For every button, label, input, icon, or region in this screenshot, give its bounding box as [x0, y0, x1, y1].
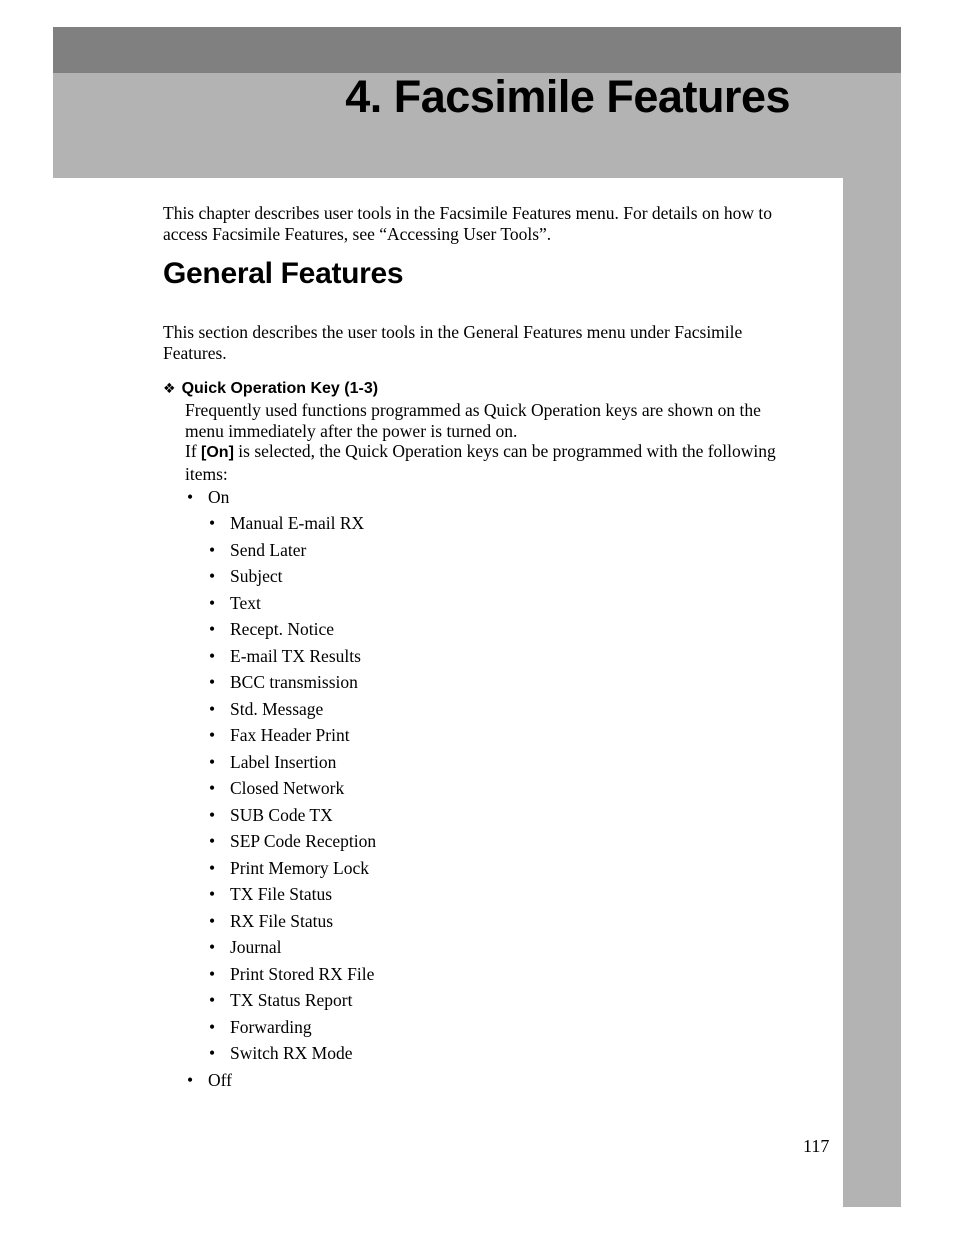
on-key-label: [On] — [201, 444, 234, 461]
bullet-icon: • — [209, 752, 216, 772]
bullet-icon: • — [209, 778, 216, 798]
list-item-label: Std. Message — [230, 699, 324, 719]
bullet-icon: • — [209, 884, 216, 904]
list-item-label: Send Later — [230, 540, 307, 560]
list-item-label: Print Memory Lock — [230, 858, 370, 878]
bullet-icon: • — [187, 487, 194, 507]
condition-suffix: is selected, the Quick Operation keys can be programmed with the following items: — [185, 441, 776, 484]
list-item-label: Recept. Notice — [230, 619, 334, 639]
bullet-icon: • — [209, 858, 216, 878]
bullet-icon: • — [187, 1070, 194, 1090]
bullet-icon: • — [209, 964, 216, 984]
bullet-icon: • — [209, 805, 216, 825]
bullet-icon: • — [209, 937, 216, 957]
bullet-icon: • — [209, 725, 216, 745]
bullet-icon: • — [209, 593, 216, 613]
item-condition — [185, 441, 791, 484]
list-item-label: Subject — [230, 566, 283, 586]
list-item-label: TX Status Report — [230, 990, 353, 1010]
chapter-title: 4. Facsimile Features — [345, 71, 790, 122]
diamond-bullet-icon: ❖ — [163, 381, 176, 397]
bullet-icon: • — [209, 699, 216, 719]
list-item-label: RX File Status — [230, 911, 334, 931]
option-label: On — [208, 487, 230, 507]
list-item-label: Fax Header Print — [230, 725, 350, 745]
bullet-icon: • — [209, 672, 216, 692]
bullet-icon: • — [209, 831, 216, 851]
condition-prefix: If — [185, 441, 202, 461]
list-item-label: Forwarding — [230, 1017, 312, 1037]
list-item-label: Print Stored RX File — [230, 964, 375, 984]
item-title: Quick Operation Key (1-3) — [181, 380, 379, 397]
option-label: Off — [208, 1070, 232, 1090]
bullet-icon: • — [209, 1043, 216, 1063]
list-item-label: Label Insertion — [230, 752, 337, 772]
bullet-icon: • — [209, 1017, 216, 1037]
page-number: 117 — [803, 1136, 830, 1156]
item-heading — [163, 379, 378, 399]
list-item-label: Journal — [230, 937, 282, 957]
bullet-icon: • — [209, 540, 216, 560]
bullet-icon: • — [209, 566, 216, 586]
bullet-icon: • — [209, 619, 216, 639]
item-body — [185, 400, 791, 484]
list-item-label: SEP Code Reception — [230, 831, 377, 851]
section-intro: This section describes the user tools in the General Features menu under Facsimile Features. — [163, 322, 743, 363]
side-thumb-bar — [843, 178, 901, 1207]
section-heading: General Features — [163, 257, 404, 290]
bullet-icon: • — [209, 513, 216, 533]
list-item-label: E-mail TX Results — [230, 646, 361, 666]
list-item-label: TX File Status — [230, 884, 333, 904]
list-item-label: Switch RX Mode — [230, 1043, 353, 1063]
chapter-intro: This chapter describes user tools in the Facsimile Features menu. For details on how to access Facsimile Features, see “Accessing User Tools”. — [163, 203, 772, 244]
list-item-label: BCC transmission — [230, 672, 358, 692]
bullet-icon: • — [209, 911, 216, 931]
list-item-label: SUB Code TX — [230, 805, 333, 825]
list-item-label: Text — [230, 593, 261, 613]
item-description: Frequently used functions programmed as Quick Operation keys are shown on the menu immediately after the power is turned on. — [185, 400, 761, 441]
header-band-dark — [53, 27, 901, 73]
bullet-icon: • — [209, 990, 216, 1010]
list-item-label: Manual E-mail RX — [230, 513, 365, 533]
bullet-icon: • — [209, 646, 216, 666]
list-item-label: Closed Network — [230, 778, 345, 798]
